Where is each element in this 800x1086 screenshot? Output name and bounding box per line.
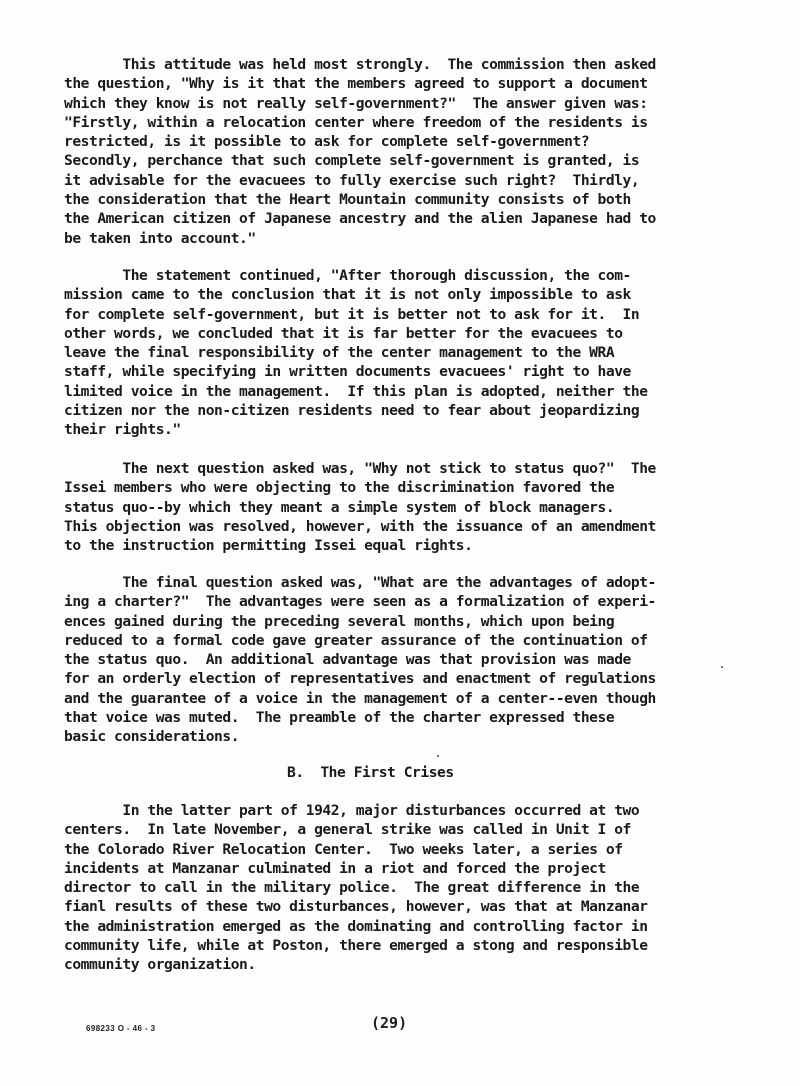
paragraph-statement-continued	[64, 266, 648, 440]
text-line: it advisable for the evacuees to fully exercise such right? Thirdly,	[64, 171, 640, 189]
text-line: ing a charter?" The advantages were seen as a formalization of experi-	[64, 593, 656, 611]
text-line: leave the final responsibility of the center management to the WRA	[64, 344, 615, 362]
paragraph-first-crises	[64, 801, 648, 975]
text-line: Secondly, perchance that such complete self-government is granted, is	[64, 152, 640, 170]
text-line: status quo--by which they meant a simple system of block managers.	[64, 498, 615, 516]
text-line: This attitude was held most strongly. The commission then asked	[64, 56, 656, 73]
text-line: the status quo. An additional advantage was that provision was made	[64, 651, 631, 669]
text-line: community organization.	[64, 956, 256, 974]
text-line: In the latter part of 1942, major disturbances occurred at two	[64, 802, 640, 819]
text-line: centers. In late November, a general strike was called in Unit I of	[64, 821, 631, 839]
text-line: The final question asked was, "What are the advantages of adopt-	[64, 574, 656, 591]
text-line: restricted, is it possible to ask for complete self-government?	[64, 133, 590, 151]
text-line: "Firstly, within a relocation center where freedom of the residents is	[64, 113, 648, 131]
text-line: the Colorado River Relocation Center. Two weeks later, a series of	[64, 840, 623, 858]
text-line: the administration emerged as the dominating and controlling factor in	[64, 917, 648, 935]
text-line: be taken into account."	[64, 229, 256, 247]
text-line: Issei members who were objecting to the discrimination favored the	[64, 479, 615, 497]
text-line: and the guarantee of a voice in the management of a center--even though	[64, 689, 656, 707]
print-code: 698233 O - 46 - 3	[86, 1024, 156, 1033]
text-line: limited voice in the management. If this plan is adopted, neither the	[64, 382, 648, 400]
paragraph-commission-question	[64, 55, 656, 248]
text-line: The next question asked was, "Why not stick to status quo?" The	[64, 460, 656, 477]
text-line: fianl results of these two disturbances, however, was that at Manzanar	[64, 898, 648, 916]
text-line: basic considerations.	[64, 728, 240, 746]
text-line: reduced to a formal code gave greater assurance of the continuation of	[64, 631, 648, 649]
text-line: to the instruction permitting Issei equal rights.	[64, 537, 473, 555]
paragraph-status-quo	[64, 459, 656, 555]
text-line: director to call in the military police. The great difference in the	[64, 879, 640, 897]
text-line: This objection was resolved, however, with the issuance of an amendment	[64, 517, 656, 535]
page-number: (29)	[371, 1014, 408, 1032]
text-line: the question, "Why is it that the members agreed to support a document	[64, 75, 648, 93]
text-line: incidents at Manzanar culminated in a riot and forced the project	[64, 859, 606, 877]
text-line: that voice was muted. The preamble of the charter expressed these	[64, 709, 615, 727]
scan-speck	[721, 666, 723, 668]
section-heading: B. The First Crises	[287, 764, 454, 781]
text-line: for complete self-government, but it is better not to ask for it. In	[64, 305, 640, 323]
scan-speck	[437, 755, 439, 757]
paragraph-advantages-of-charter	[64, 573, 656, 747]
text-line: mission came to the conclusion that it is not only impossible to ask	[64, 286, 631, 304]
text-line: other words, we concluded that it is far better for the evacuees to	[64, 324, 623, 342]
text-line: ences gained during the preceding several months, which upon being	[64, 612, 615, 630]
text-line: the American citizen of Japanese ancestry and the alien Japanese had to	[64, 210, 656, 228]
text-line: for an orderly election of representatives and enactment of regulations	[64, 670, 656, 688]
text-line: their rights."	[64, 421, 181, 439]
text-line: The statement continued, "After thorough discussion, the com-	[64, 267, 631, 284]
text-line: citizen nor the non-citizen residents need to fear about jeopardizing	[64, 402, 640, 420]
text-line: community life, while at Poston, there emerged a stong and responsible	[64, 937, 648, 955]
text-line: which they know is not really self-government?" The answer given was:	[64, 94, 648, 112]
text-line: staff, while specifying in written documents evacuees' right to have	[64, 363, 631, 381]
text-line: the consideration that the Heart Mountain community consists of both	[64, 191, 631, 209]
